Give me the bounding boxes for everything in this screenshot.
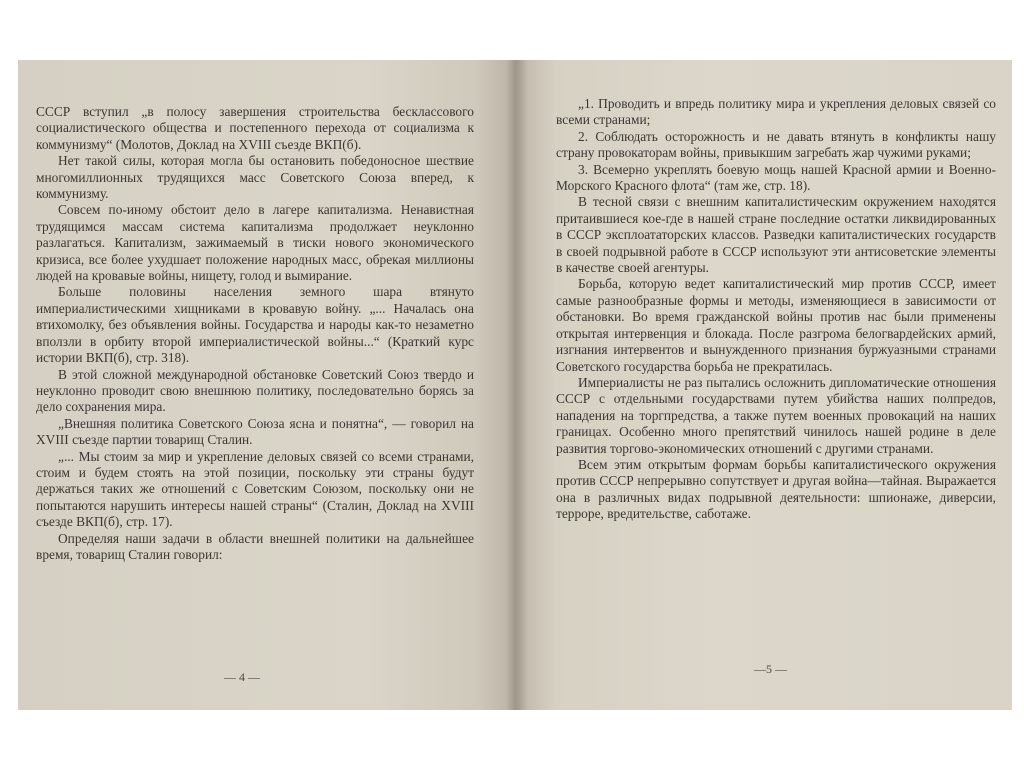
right-page	[516, 60, 1012, 710]
paragraph: В тесной связи с внешним капиталистическим окружением находятся притаившиеся кое-где в нашей стране последние остатки ликвидированных в СССР эксплоататорских классов. Разведки капиталистических государств в своей подрывной работе в СССР используют эти антисоветские элементы в качестве своей агентуры.	[556, 194, 996, 276]
left-page	[18, 60, 516, 710]
paragraph: „Внешняя политика Советского Союза ясна и понятна“, — говорил на XVIII съезде партии товарищ Сталин.	[36, 415, 474, 448]
paragraph: Нет такой силы, которая могла бы остановить победоносное шествие многомиллионных трудящихся масс Советского Союза вперед, к коммунизму.	[36, 153, 474, 202]
paragraph: Определяя наши задачи в области внешней политики на дальнейшее время, товарищ Сталин говорил:	[36, 530, 474, 562]
paragraph: Борьба, которую ведет капиталистический мир против СССР, имеет самые разнообразные формы и методы, изменяющиеся в зависимости от обстановки. Во время гражданской войны против нас были применены открытая интервенция и блокада. После разгрома белогвардейских армий, изгнания интервентов и вынужденного признания буржуазными странами Советского государства борьба не прекратилась.	[556, 276, 996, 374]
paragraph: „1. Проводить и впредь политику мира и укрепления деловых связей со всеми странами;	[556, 96, 996, 128]
paragraph: „... Мы стоим за мир и укрепление деловых связей со всеми странами, стоим и будем стоять на этой позиции, поскольку эти страны будут держаться таких же отношений с Советским Союзом, поскольку они не попытаются нарушить интересы нашей страны“ (Сталин, Доклад на XVIII съезде ВКП(б), стр. 17).	[36, 448, 474, 530]
book-gutter	[506, 60, 528, 710]
paragraph: Всем этим открытым формам борьбы капиталистического окружения против СССР непрерывно сопутствует и другая война—тайная. Выражается она в различных видах подрывной деятельности: шпионаже, диверсии, терроре, вредительстве, саботаже.	[556, 456, 996, 522]
page-number: — 4 —	[224, 670, 260, 684]
paragraph: Совсем по-иному обстоит дело в лагере капитализма. Ненавистная трудящимся массам система капитализма продолжает неуклонно разлагаться. Капитализм, зажимаемый в тиски нового экономического кризиса, все более ухудшает положение народных масс, обрекая миллионы людей на кровавые войны, нищету, голод и вымирание.	[36, 202, 474, 284]
paragraph: СССР вступил „в полосу завершения строительства бесклассового социалистического общества и постепенного перехода от социализма к коммунизму“ (Молотов, Доклад на XVIII съезде ВКП(б).	[36, 104, 474, 152]
book-spread	[18, 60, 1012, 710]
page-number: —5 —	[754, 662, 787, 676]
right-page-text	[556, 96, 996, 523]
paragraph: Больше половины населения земного шара втянуто империалистическими хищниками в кровавую войну. „... Началась она втихомолку, без объявления войны. Государства и народы как-то незаметно вползли в орбиту второй империалистической войны...“ (Краткий курс истории ВКП(б), стр. 318).	[36, 284, 474, 366]
left-page-text	[36, 104, 474, 563]
paragraph: 3. Всемерно укреплять боевую мощь нашей Красной армии и Военно-Морского Красного флота“ (там же, стр. 18).	[556, 161, 996, 194]
paragraph: 2. Соблюдать осторожность и не давать втянуть в конфликты нашу страну провокаторам войны, привыкшим загребать жар чужими руками;	[556, 128, 996, 161]
paragraph: В этой сложной международной обстановке Советский Союз твердо и неуклонно проводит свою внешнюю политику, последовательно борясь за дело сохранения мира.	[36, 366, 474, 415]
paragraph: Империалисты не раз пытались осложнить дипломатические отношения СССР с отдельными государствами путем убийства наших полпредов, нападения на торгпредства, а также путем военных провокаций на наших границах. Особенно много препятствий чинилось нашей родине в деле развития торгово-экономических отношений с другими странами.	[556, 374, 996, 456]
